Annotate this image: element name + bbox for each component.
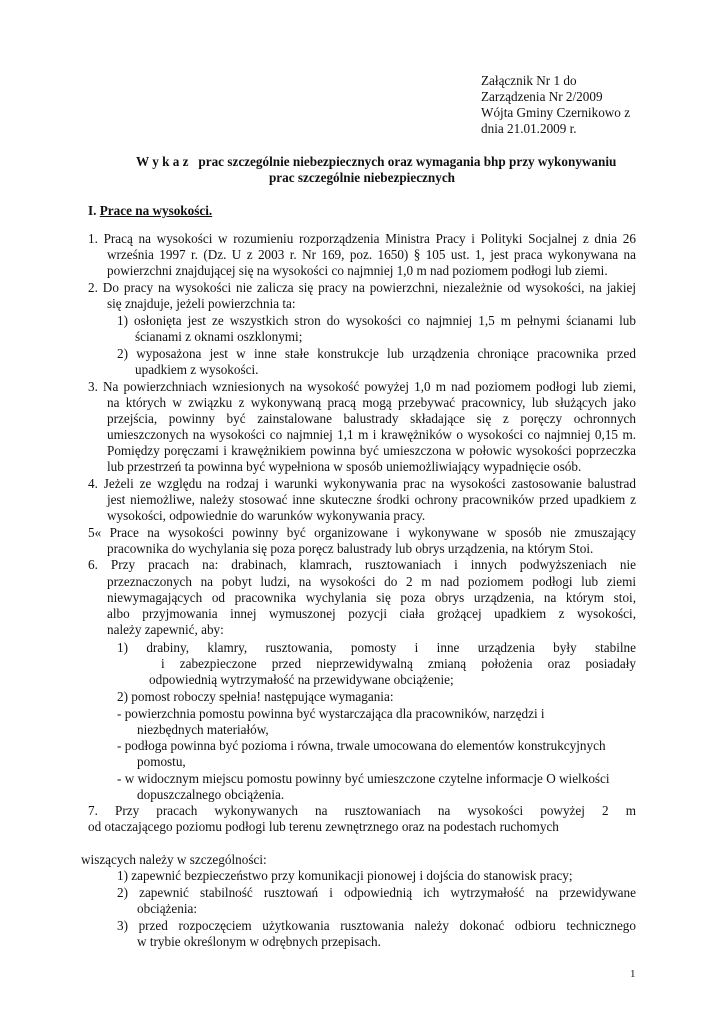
item-4-line: jest niemożliwe, należy stosować inne skuteczne środki ochrony pracowników przed upadkiem z xyxy=(107,492,636,507)
item-1-line: 1. Pracą na wysokości w rozumieniu rozporządzenia Ministra Pracy i Polityki Socjalnej z dnia 26 xyxy=(88,231,636,246)
item-4-line: 4. Jeżeli ze względu na rodzaj i warunki wykonywania prac na wysokości zastosowanie balustrad xyxy=(88,476,636,491)
document-title: W y k a z prac szczególnie niebezpiecznych oraz wymagania bhp przy wykonywaniu xyxy=(136,154,617,169)
item-7-2-line: 2) zapewnić stabilność rusztowań i odpowiednią ich wytrzymałość na przewidywane xyxy=(117,885,636,900)
item-7-3-line: w trybie określonym w odrębnych przepisach. xyxy=(137,934,381,949)
section-numeral: I. xyxy=(88,203,97,218)
header-line: Załącznik Nr 1 do xyxy=(481,73,577,88)
item-3-line: przejścia, powinny być zainstalowane balustrady składające się z poręczy ochronnych xyxy=(107,411,636,426)
item-7-2-line: obciążenia: xyxy=(137,901,198,916)
item-6-dash-line: - podłoga powinna być pozioma i równa, trwale umocowana do elementów konstrukcyjnych xyxy=(117,738,606,753)
item-3-line: 3. Na powierzchniach wzniesionych na wysokość powyżej 1,0 m nad poziomem podłogi lub ziemi, xyxy=(88,379,636,394)
item-3-line: na których w związku z wykonywaną pracą mogą przebywać pracownicy, lub służących jako xyxy=(107,395,636,410)
header-line: Zarządzenia Nr 2/2009 xyxy=(481,89,603,104)
item-6-1-line: i zabezpieczone przed nieprzewidywalną zmianą położenia oraz posiadały xyxy=(161,656,636,671)
item-6-dash-line: niezbędnych materiałów, xyxy=(137,722,269,737)
item-7-cont: wiszących należy w szczególności: xyxy=(81,852,267,867)
item-2-line: 2. Do pracy na wysokości nie zalicza się pracy na powierzchni, niezależnie od wysokości, na jakiej xyxy=(88,280,636,295)
item-6-line: przeznaczonych na pobyt ludzi, na wysokości do 2 m nad poziomem podłogi lub ziemi xyxy=(107,574,636,589)
item-7-1-line: 1) zapewnić bezpieczeństwo przy komunikacji pionowej i dojścia do stanowisk pracy; xyxy=(117,868,573,883)
item-6-1-line: 1) drabiny, klamry, rusztowania, pomosty i inne urządzenia były stabilne xyxy=(117,640,636,655)
item-1-line: powierzchni znajdującej się na wysokości co najmniej 1,0 m nad poziomem podłogi lub ziemi. xyxy=(107,263,608,278)
section-heading xyxy=(88,203,212,219)
item-3-line: lub przestrzeń ta powinna być wypełniona w sposób uniemożliwiający wypadnięcie osób. xyxy=(107,459,582,474)
item-6-line: 6. Przy pracach na: drabinach, klamrach, rusztowaniach i innych podwyższeniach nie xyxy=(88,557,636,572)
item-2-2-line: 2) wyposażona jest w inne stałe konstrukcje lub urządzenia chroniące pracownika przed xyxy=(117,346,636,361)
item-3-line: Pomiędzy poręczami i krawężnikiem powinna być umieszczona w połowic wysokości poprzeczka xyxy=(107,443,636,458)
item-6-dash-line: dopuszczalnego obciążenia. xyxy=(137,787,285,802)
item-2-1-line: ścianami z oknami oszklonymi; xyxy=(135,329,303,344)
header-line: dnia 21.01.2009 r. xyxy=(481,121,577,136)
item-4-line: wysokości, odpowiednie do warunków wykonywania pracy. xyxy=(107,508,426,523)
item-6-2-line: 2) pomost roboczy spełnia! następujące wymagania: xyxy=(117,689,394,704)
document-title-cont: prac szczególnie niebezpiecznych xyxy=(268,170,456,185)
section-title: Prace na wysokości. xyxy=(99,203,213,218)
item-5-line: 5« Prace na wysokości powinny być organizowane i wykonywane w sposób nie zmuszający xyxy=(88,525,636,540)
item-6-line: albo przyjmowania innej wymuszonej pozycji ciała grożącej upadkiem z wysokości, xyxy=(107,606,636,621)
item-7-line: 7. Przy pracach wykonywanych na rusztowaniach na wysokości powyżej 2 m xyxy=(88,803,636,818)
item-6-dash-line: - w widocznym miejscu pomostu powinny być umieszczone czytelne informacje O wielkości xyxy=(117,771,610,786)
item-2-1-line: 1) osłonięta jest ze wszystkich stron do wysokości co najmniej 1,5 m pełnymi ścianami lub xyxy=(117,313,636,328)
item-7-line: od otaczającego poziomu podłogi lub terenu zewnętrznego oraz na podestach ruchomych xyxy=(88,819,559,834)
item-5-line: pracownika do wychylania się poza poręcz balustrady lub obrys urządzenia, na którym Stoi. xyxy=(107,541,594,556)
item-2-line: się znajduje, jeżeli powierzchnia ta: xyxy=(107,296,296,311)
item-6-line: niewymagających od pracownika wychylania się poza obrys urządzenia, na którym stoi, xyxy=(107,590,636,605)
item-6-line: należy zapewnić, aby: xyxy=(107,622,224,637)
item-6-1-line: odpowiednią wytrzymałość na przewidywane obciążenie; xyxy=(149,672,454,687)
item-3-line: umieszczonych na wysokości co najmniej 1,1 m i krawężników o wysokości co najmniej 0,15 m. xyxy=(107,427,636,442)
page-number: 1 xyxy=(630,968,636,980)
item-6-dash-line: - powierzchnia pomostu powinna być wystarczająca dla pracowników, narzędzi i xyxy=(117,706,545,721)
item-7-3-line: 3) przed rozpoczęciem użytkowania rusztowania należy dokonać odbioru technicznego xyxy=(117,918,636,933)
item-1-line: września 1997 r. (Dz. U z 2003 r. Nr 169, poz. 1650) § 105 ust. 1, jest praca wykonywana na xyxy=(107,247,636,262)
item-6-dash-line: pomostu, xyxy=(137,754,186,769)
header-line: Wójta Gminy Czernikowo z xyxy=(481,105,631,120)
item-2-2-line: upadkiem z wysokości. xyxy=(135,362,259,377)
